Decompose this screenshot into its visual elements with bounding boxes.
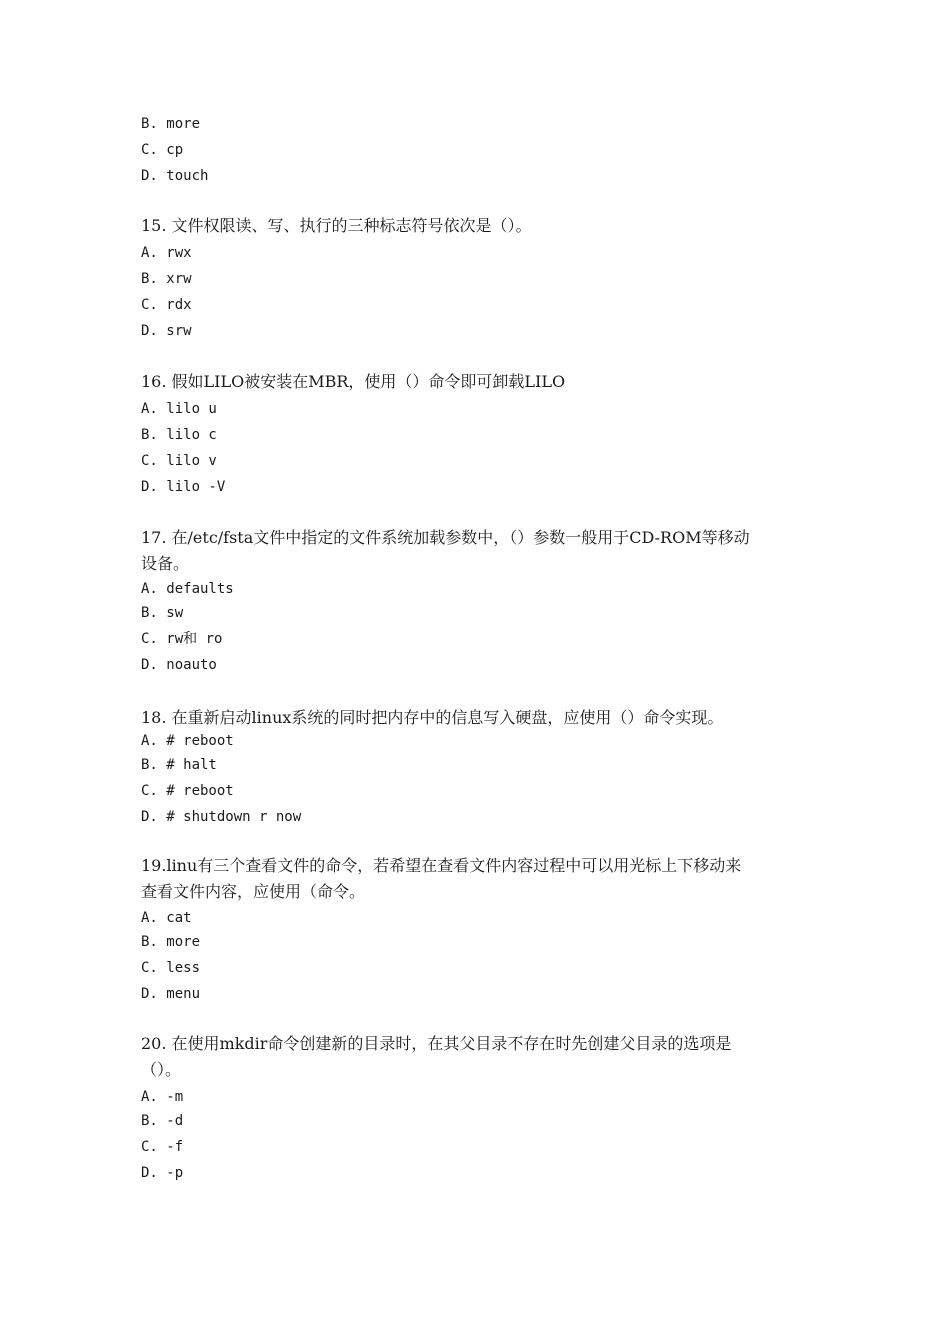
question-16-option-a: A. lilo u [141,401,217,417]
question-20-text-cont: （）。 [141,1060,182,1079]
option-b-partial: B. more [141,116,201,132]
question-16-option-b: B. lilo c [141,427,217,443]
option-d-partial: D. touch [141,168,209,184]
question-20-option-b: B. -d [141,1113,184,1129]
question-18-option-b: B. # halt [141,757,217,773]
question-19-option-b: B. more [141,934,201,950]
question-17-option-c: C. rw和 ro [141,631,223,647]
question-19-option-c: C. less [141,960,201,976]
question-16-text: 16. 假如LILO被安装在MBR，使用（）命令即可卸载LILO [141,372,566,391]
question-15-option-d: D. srw [141,323,192,339]
question-18-text: 18. 在重新启动linux系统的同时把内存中的信息写入硬盘，应使用（）命令实现。 [141,708,724,727]
question-16-option-c: C. lilo v [141,453,217,469]
question-18-option-d: D. # shutdown r now [141,809,302,825]
question-17-text-cont: 设备。 [141,554,190,573]
question-19-text: 19.linu有三个查看文件的命令，若希望在查看文件内容过程中可以用光标上下移动来 [141,856,742,875]
question-17-option-d: D. noauto [141,657,217,673]
question-15-option-c: C. rdx [141,297,192,313]
question-17-text: 17. 在/etc/fsta文件中指定的文件系统加载参数中，（）参数一般用于CD-ROM等移动 [141,528,750,547]
question-15-option-b: B. xrw [141,271,192,287]
question-15-option-a: A. rwx [141,245,192,261]
option-c-partial: C. cp [141,142,184,158]
question-20-option-c: C. -f [141,1139,184,1155]
question-17-option-a: A. defaults [141,581,234,597]
question-19-text-cont: 查看文件内容，应使用（命令。 [141,882,366,901]
question-16-option-d: D. lilo -V [141,479,226,495]
question-18-option-c: C. # reboot [141,783,234,799]
question-17-option-b: B. sw [141,605,184,621]
question-20-text: 20. 在使用mkdir命令创建新的目录时，在其父目录不存在时先创建父目录的选项是 [141,1034,732,1053]
question-19-option-d: D. menu [141,986,201,1002]
question-20-option-a: A. -m [141,1089,184,1105]
question-19-option-a: A. cat [141,910,192,926]
question-18-option-a: A. # reboot [141,733,234,749]
question-15-text: 15. 文件权限读、写、执行的三种标志符号依次是（）。 [141,216,532,235]
question-20-option-d: D. -p [141,1165,184,1181]
